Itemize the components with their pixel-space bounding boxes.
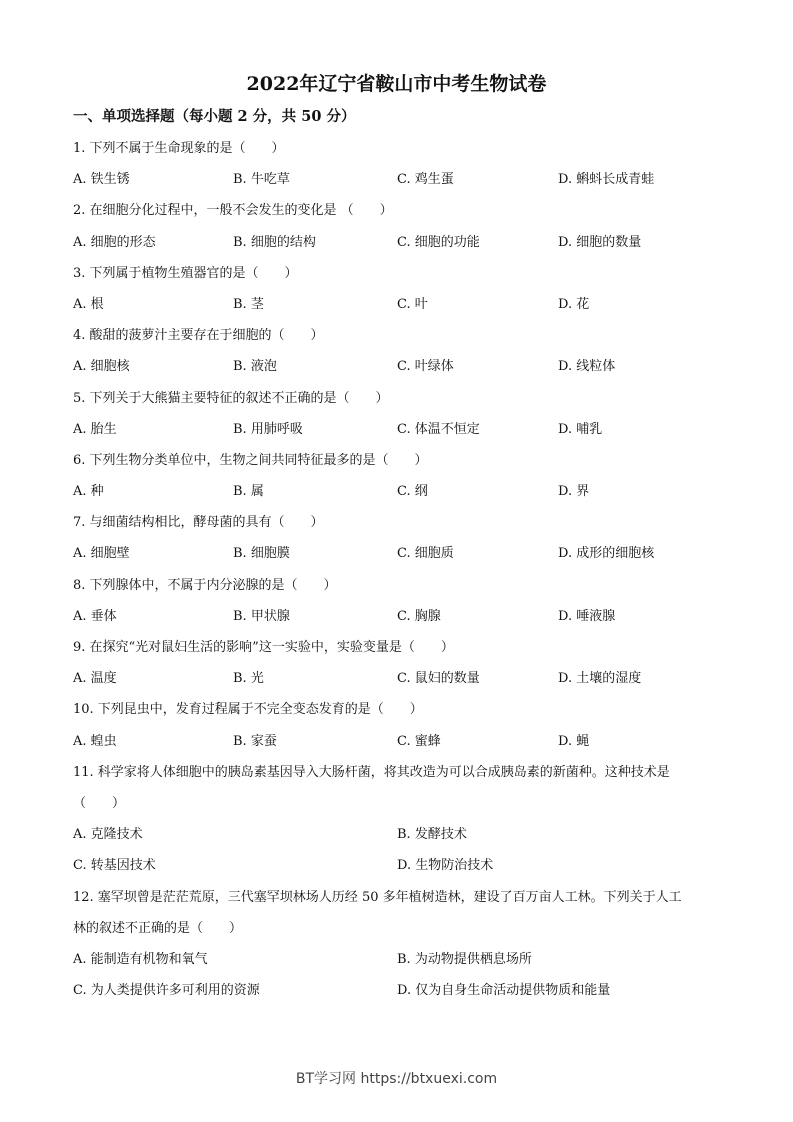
options-row [73, 351, 733, 382]
question-stem: 12. 塞罕坝曾是茫茫荒原，三代塞罕坝林场人历经 50 多年植树造林，建设了百万亩人工林。下列关于人工 [73, 889, 682, 905]
answer-option: A. 垂体 [73, 608, 117, 624]
answer-option: A. 温度 [73, 671, 117, 687]
question-stem: 林的叙述不正确的是（ ） [73, 920, 243, 936]
options-row [73, 476, 733, 507]
answer-option: A. 能制造有机物和氧气 [73, 951, 208, 967]
question-list [73, 133, 733, 1006]
question-stem: 4. 酸甜的菠萝汁主要存在于细胞的（ ） [73, 328, 324, 344]
question-11 [73, 757, 733, 882]
answer-option: D. 界 [558, 484, 590, 500]
answer-option: D. 线粒体 [558, 359, 616, 375]
question-5 [73, 383, 733, 445]
answer-option: B. 发酵技术 [397, 827, 467, 843]
answer-option: C. 鼠妇的数量 [397, 671, 480, 687]
options-row [73, 414, 733, 445]
exam-title: 2022年辽宁省鞍山市中考生物试卷 [246, 73, 547, 95]
options-row [73, 819, 733, 850]
answer-option: A. 种 [73, 484, 104, 500]
question-4 [73, 320, 733, 382]
answer-option: D. 唾液腺 [558, 608, 616, 624]
answer-option: C. 细胞质 [397, 546, 454, 562]
answer-option: D. 土壤的湿度 [558, 671, 642, 687]
question-stem: 2. 在细胞分化过程中，一般不会发生的变化是 （ ） [73, 203, 393, 219]
options-row [73, 227, 733, 258]
options-row [73, 663, 733, 694]
question-7 [73, 507, 733, 569]
question-stem: （ ） [73, 795, 126, 811]
answer-option: C. 鸡生蛋 [397, 172, 454, 188]
answer-option: A. 蝗虫 [73, 733, 117, 749]
footer-watermark: BT学习网 https://btxuexi.com [295, 1071, 498, 1087]
options-row [73, 850, 733, 881]
question-3 [73, 258, 733, 320]
answer-option: B. 甲状腺 [233, 608, 290, 624]
question-stem: 9. 在探究“光对鼠妇生活的影响”这一实验中，实验变量是（ ） [73, 640, 454, 655]
answer-option: D. 蝇 [558, 733, 590, 749]
answer-option: D. 细胞的数量 [558, 234, 642, 250]
question-stem: 8. 下列腺体中，不属于内分泌腺的是（ ） [73, 577, 337, 593]
answer-option: A. 胎生 [73, 421, 117, 437]
answer-option: D. 成形的细胞核 [558, 546, 655, 562]
question-stem: 6. 下列生物分类单位中，生物之间共同特征最多的是（ ） [73, 452, 428, 468]
options-row [73, 944, 733, 975]
answer-option: A. 克隆技术 [73, 827, 143, 843]
options-row [73, 164, 733, 195]
answer-option: C. 胸腺 [397, 608, 441, 624]
question-1 [73, 133, 733, 195]
answer-option: C. 转基因技术 [73, 858, 156, 874]
question-12 [73, 882, 733, 1007]
answer-option: B. 茎 [233, 296, 264, 312]
answer-option: C. 为人类提供许多可利用的资源 [73, 983, 260, 999]
question-stem: 5. 下列关于大熊猫主要特征的叙述不正确的是（ ） [73, 390, 389, 406]
answer-option: A. 铁生锈 [73, 172, 130, 188]
answer-option: B. 属 [233, 484, 264, 500]
question-stem: 7. 与细菌结构相比，酵母菌的具有（ ） [73, 515, 324, 531]
answer-option: B. 家蚕 [233, 733, 277, 749]
question-8 [73, 570, 733, 632]
question-stem: 11. 科学家将人体细胞中的胰岛素基因导入大肠杆菌，将其改造为可以合成胰岛素的新菌种。这种技术是 [73, 764, 670, 780]
answer-option: B. 液泡 [233, 359, 277, 375]
answer-option: B. 牛吃草 [233, 172, 290, 188]
question-9 [73, 632, 733, 694]
answer-option: B. 光 [233, 671, 264, 687]
answer-option: D. 花 [558, 296, 590, 312]
answer-option: B. 细胞膜 [233, 546, 290, 562]
options-row [73, 975, 733, 1006]
answer-option: A. 细胞壁 [73, 546, 130, 562]
question-10 [73, 694, 733, 756]
answer-option: C. 叶绿体 [397, 359, 454, 375]
section-heading: 一、单项选择题（每小题 2 分，共 50 分） [73, 108, 356, 125]
question-stem: 10. 下列昆虫中，发育过程属于不完全变态发育的是（ ） [73, 702, 423, 718]
answer-option: C. 体温不恒定 [397, 421, 480, 437]
answer-option: D. 蝌蚪长成青蛙 [558, 172, 655, 188]
question-stem: 3. 下列属于植物生殖器官的是（ ） [73, 265, 298, 281]
question-stem: 1. 下列不属于生命现象的是（ ） [73, 141, 285, 156]
answer-option: A. 根 [73, 296, 104, 312]
answer-option: A. 细胞核 [73, 359, 130, 375]
options-row [73, 601, 733, 632]
answer-option: A. 细胞的形态 [73, 234, 156, 250]
answer-option: C. 叶 [397, 296, 428, 312]
answer-option: D. 哺乳 [558, 421, 603, 437]
answer-option: B. 用肺呼吸 [233, 421, 303, 437]
answer-option: C. 纲 [397, 484, 428, 500]
answer-option: C. 细胞的功能 [397, 234, 480, 250]
question-2 [73, 195, 733, 257]
options-row [73, 726, 733, 757]
answer-option: D. 仅为自身生命活动提供物质和能量 [397, 983, 611, 999]
question-6 [73, 445, 733, 507]
options-row [73, 289, 733, 320]
options-row [73, 538, 733, 569]
answer-option: B. 细胞的结构 [233, 234, 316, 250]
answer-option: D. 生物防治技术 [397, 858, 494, 874]
answer-option: C. 蜜蜂 [397, 733, 441, 749]
answer-option: B. 为动物提供栖息场所 [397, 951, 532, 967]
